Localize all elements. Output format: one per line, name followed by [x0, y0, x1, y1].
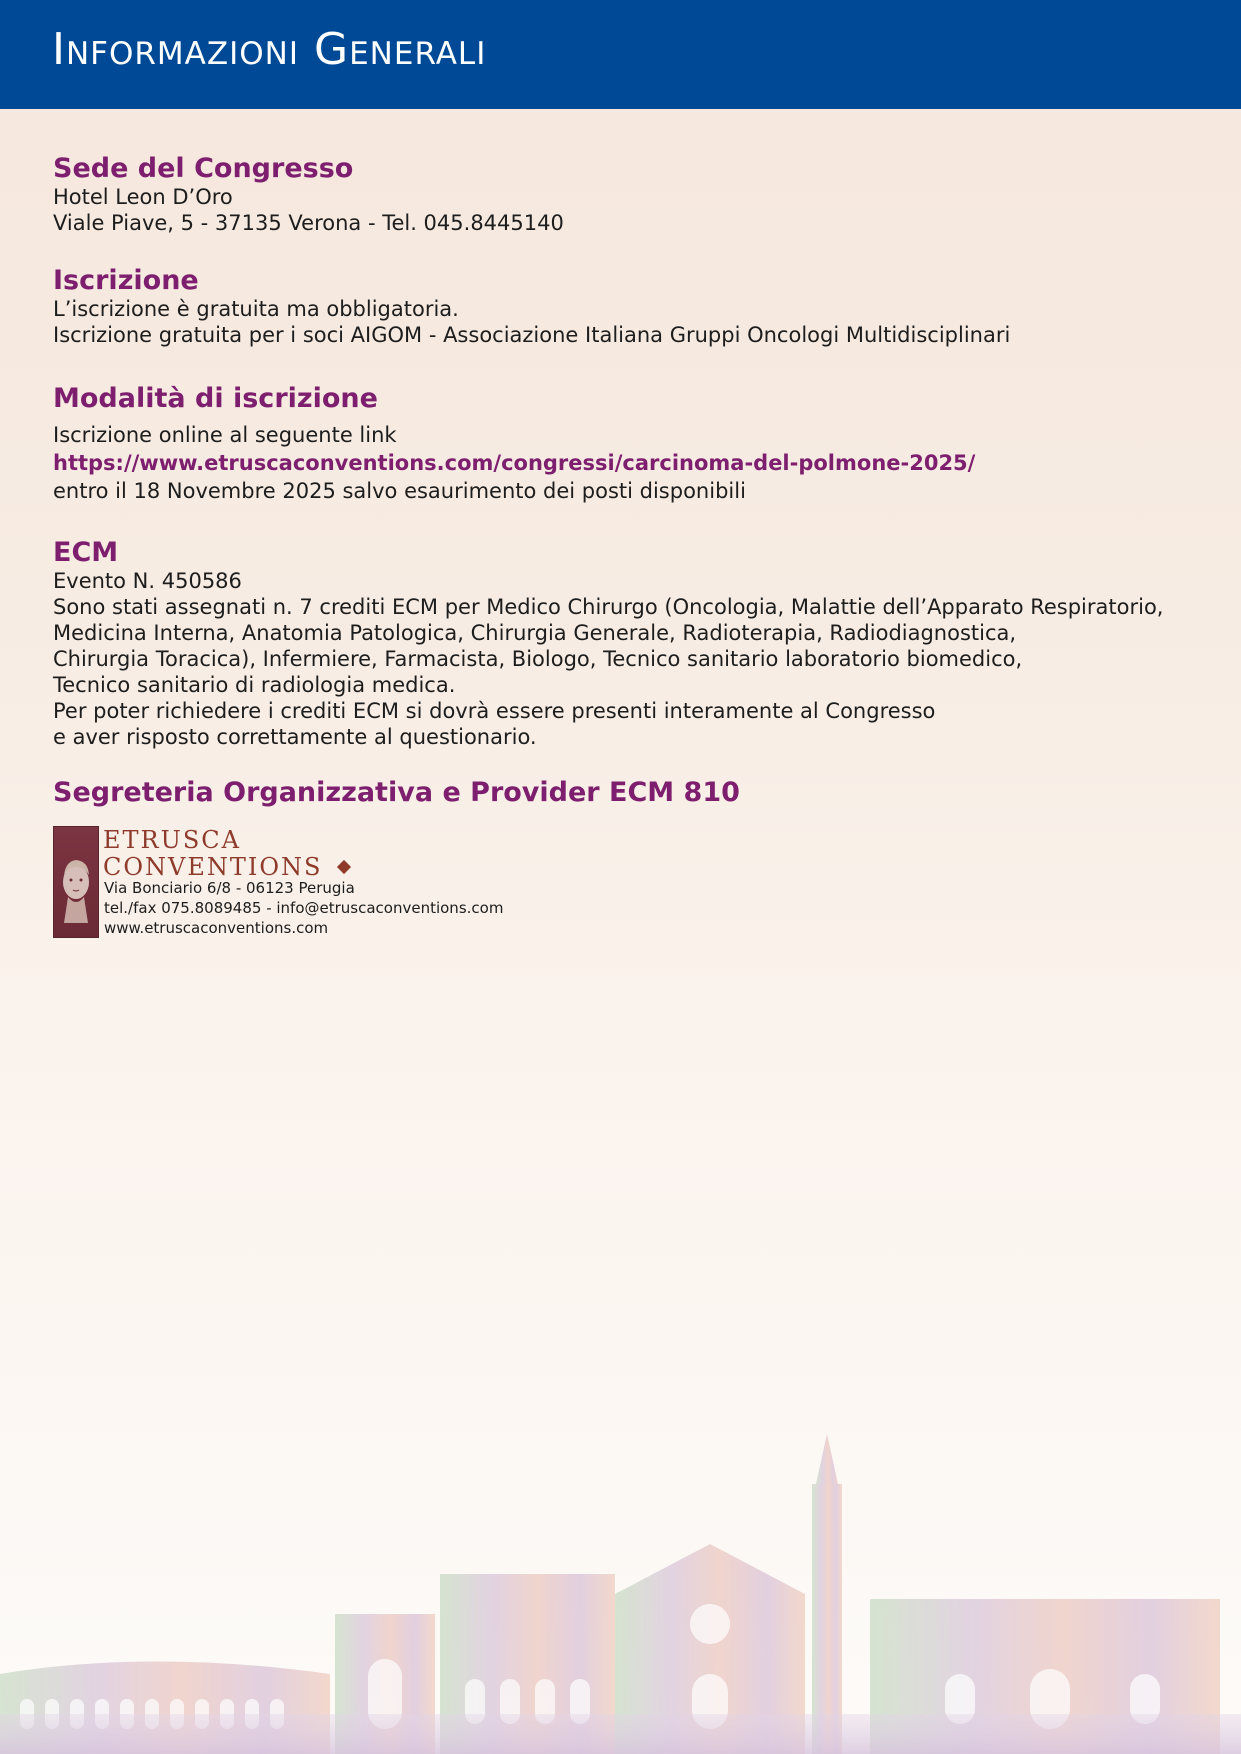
ecm-line-5: Tecnico sanitario di radiologia medica. — [53, 672, 456, 697]
section-title-segreteria: Segreteria Organizzativa e Provider ECM 810 — [53, 777, 740, 808]
section-title-sede: Sede del Congresso — [53, 153, 354, 184]
registration-link[interactable]: https://www.etruscaconventions.com/congressi/carcinoma-del-polmone-2025/ — [53, 450, 976, 475]
diamond-icon — [337, 860, 351, 874]
logo-wordmark-line-1: ETRUSCA — [103, 826, 241, 854]
section-title-iscrizione: Iscrizione — [53, 265, 199, 296]
page-title: Informazioni Generali — [52, 24, 487, 75]
ecm-line-1: Evento N. 450586 — [53, 568, 242, 593]
venue-address: Viale Piave, 5 - 37135 Verona - Tel. 045.8445140 — [53, 210, 564, 235]
page-header — [0, 0, 1241, 109]
modalita-deadline: entro il 18 Novembre 2025 salvo esaurimento dei posti disponibili — [53, 478, 746, 503]
statue-head-icon — [54, 827, 98, 937]
venue-name: Hotel Leon D’Oro — [53, 184, 233, 209]
section-modalita — [53, 384, 975, 504]
logo-contact: tel./fax 075.8089485 - info@etruscaconventions.com — [104, 899, 504, 917]
ecm-line-3: Medicina Interna, Anatomia Patologica, Chirurgia Generale, Radioterapia, Radiodiagnostica, — [53, 620, 1017, 645]
iscrizione-line-1: L’iscrizione è gratuita ma obbligatoria. — [53, 296, 459, 321]
ecm-line-4: Chirurgia Toracica), Infermiere, Farmacista, Biologo, Tecnico sanitario laboratorio biomedico, — [53, 646, 1023, 671]
section-segreteria — [53, 778, 740, 808]
ecm-line-2: Sono stati assegnati n. 7 crediti ECM per Medico Chirurgo (Oncologia, Malattie dell’Apparato Respiratorio, — [53, 594, 1164, 619]
logo-wordmark-line-2: CONVENTIONS — [103, 853, 323, 881]
logo-statue-image — [53, 826, 99, 938]
modalita-intro: Iscrizione online al seguente link — [53, 422, 397, 447]
section-sede — [53, 154, 564, 236]
verona-skyline-illustration — [0, 1424, 1241, 1754]
logo-website: www.etruscaconventions.com — [104, 919, 329, 937]
ecm-line-7: e aver risposto correttamente al questionario. — [53, 724, 537, 749]
etrusca-logo-block — [53, 826, 653, 938]
section-title-modalita: Modalità di iscrizione — [53, 383, 378, 414]
logo-address: Via Bonciario 6/8 - 06123 Perugia — [104, 879, 355, 897]
section-title-ecm: ECM — [53, 537, 119, 568]
iscrizione-line-2: Iscrizione gratuita per i soci AIGOM - Associazione Italiana Gruppi Oncologi Multidisciplinari — [53, 322, 1011, 347]
section-ecm — [53, 538, 1163, 750]
section-iscrizione — [53, 266, 1010, 348]
ecm-line-6: Per poter richiedere i crediti ECM si dovrà essere presenti interamente al Congresso — [53, 698, 936, 723]
